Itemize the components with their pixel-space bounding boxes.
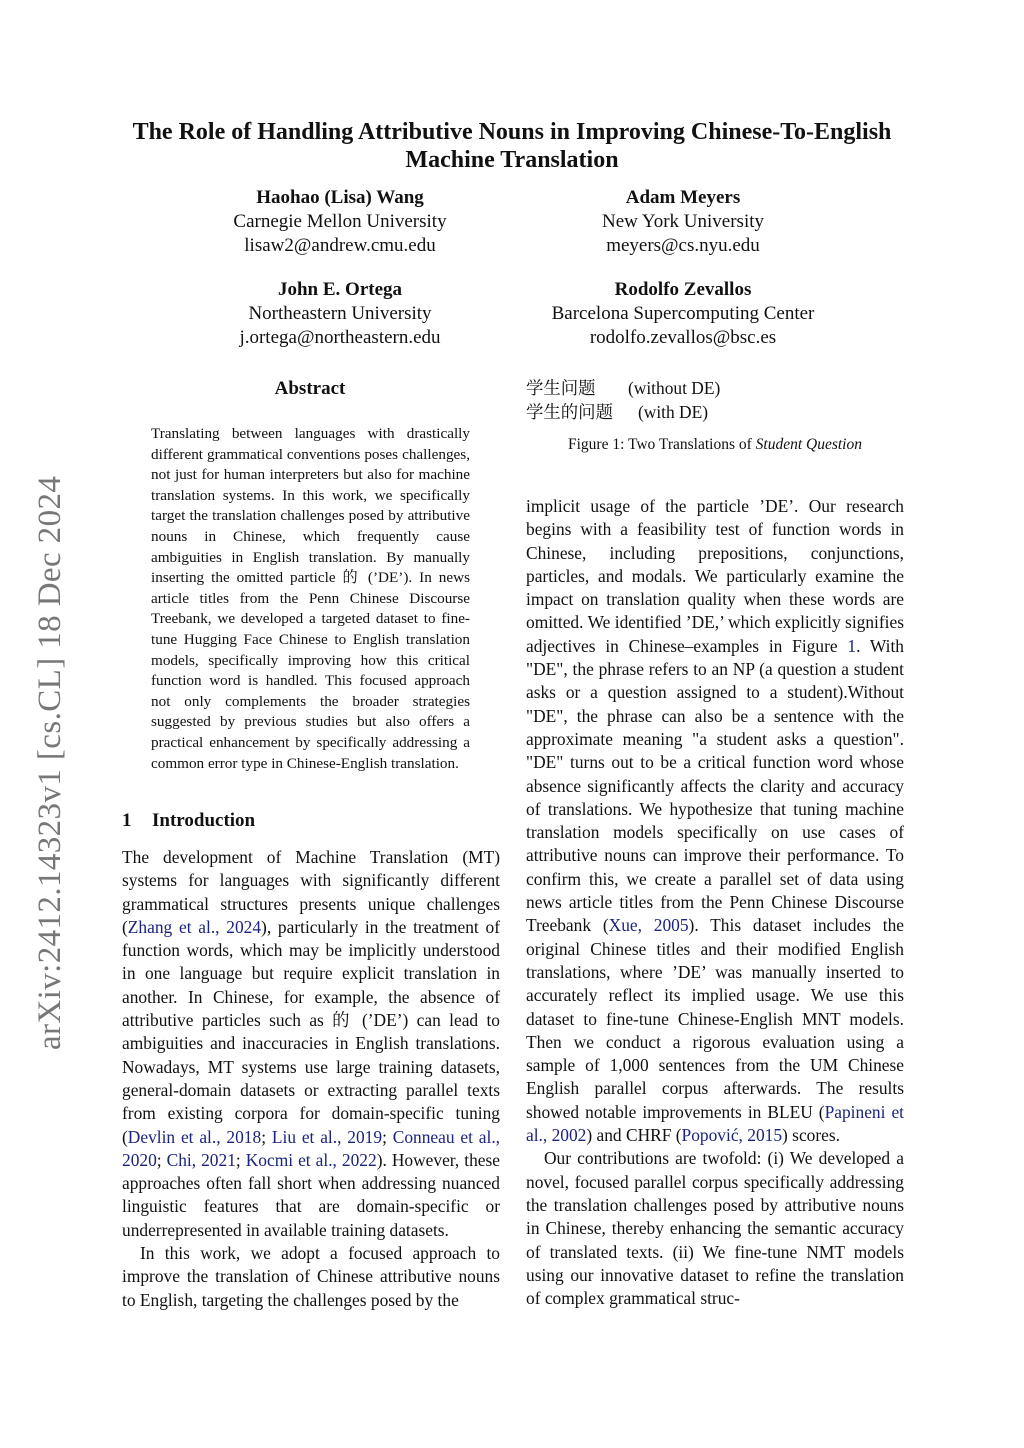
caption-italic: Student Question (755, 436, 862, 453)
phrase-gloss: (without DE) (628, 378, 721, 398)
figure-1 (526, 376, 906, 424)
citation-link[interactable]: Papineni et al., 2002 (526, 1101, 904, 1146)
text-run: ) and CHRF ( (586, 1125, 682, 1146)
right-column-body (526, 495, 904, 1310)
citation-link[interactable]: Zhang et al., 2024 (127, 916, 262, 937)
author-email[interactable]: rodolfo.zevallos@bsc.es (589, 327, 777, 348)
title-line-1: The Role of Handling Attributive Nouns in Improving Chinese-To-English (132, 119, 892, 145)
chinese-phrase: 学生的问题 (526, 402, 613, 422)
citation-link[interactable]: Chi, 2021 (166, 1149, 236, 1170)
author-block-4 (503, 278, 863, 350)
abstract-heading: Abstract (274, 378, 346, 399)
text-run: ). However, these approaches often fall short when addressing nuanced linguistic features that are domain-specific or underrepresented in available training datasets. (122, 1149, 500, 1240)
author-block-1 (160, 186, 520, 258)
author-affiliation: Barcelona Supercomputing Center (551, 303, 815, 324)
chinese-phrase: 学生问题 (526, 378, 596, 398)
citation-link[interactable]: Conneau et al., 2020 (122, 1126, 501, 1170)
author-name: Rodolfo Zevallos (614, 279, 752, 300)
author-affiliation: New York University (601, 211, 765, 232)
section-title: Introduction (152, 810, 256, 831)
figure-caption (526, 436, 904, 454)
author-name: Adam Meyers (625, 187, 741, 208)
text-run: implicit usage of the particle ’DE’. Our research begins with a feasibility test of function words in Chinese, including prepositions, conjunctions, particles, and modals. We particularly examine the impact on translation quality when these words are omitted. We identified ’DE,’ which explicitly signifies adjectives in Chinese–examples in Figure (526, 496, 904, 656)
author-email[interactable]: j.ortega@northeastern.edu (239, 327, 441, 348)
title-line-2: Machine Translation (405, 147, 619, 173)
text-run: The development of Machine Translation (MT) systems for languages with significantly different grammatical structures presents unique challenges ( (122, 847, 500, 937)
section-heading-introduction (122, 810, 255, 832)
author-name: Haohao (Lisa) Wang (256, 187, 424, 208)
right-paragraph-1 (526, 495, 904, 1147)
intro-paragraph-1: The development of Machine Translation (MT) systems for languages with significantly different grammatical structures presents unique challenges (Zhang et al., 2024), particularly in the treatment of function words, which may be implicitly understood in one language but require explicit translation in another. In Chinese, for example, the absence of attributive particles such as 的 (’DE’) can lead to ambiguities and inaccuracies in English translations. Nowadays, MT systems use large training datasets, general-domain datasets or extracting parallel texts from existing corpora for domain-specific tuning (Devlin et al., 2018; Liu et al., 2019; Conneau et al., 2020; Chi, 2021; Kocmi et al., 2022). However, these approaches often fall short when addressing nuanced linguistic features that are domain-specific or underrepresented in available training datasets. (122, 847, 501, 1240)
author-email[interactable]: meyers@cs.nyu.edu (606, 235, 760, 256)
phrase-gloss: (with DE) (638, 402, 709, 422)
author-block-3 (160, 278, 520, 350)
author-block-2 (503, 186, 863, 258)
text-run: ). This dataset includes the original Chinese titles and their modified English translations, where ’DE’ was manually inserted to accurately reflect its implied usage. We use this dataset to fine-tune Chinese-English MNT models. Then we conduct a rigorous evaluation using a sample of 1,000 sentences from the UM Chinese English parallel corpus afterwards. The results showed notable improvements in BLEU ( (526, 915, 904, 1122)
author-name: John E. Ortega (277, 279, 403, 300)
citation-link[interactable]: Xue, 2005 (608, 915, 689, 936)
left-column-body (122, 846, 500, 1312)
citation-link[interactable]: Devlin et al., 2018 (127, 1126, 262, 1147)
author-affiliation: Northeastern University (248, 303, 432, 324)
text-run: . With "DE", the phrase refers to an NP (a question a student asks or a question assigned to a student).Without "DE", the phrase can also be a sentence with the approximate meaning "a student asks a question". "DE" turns out to be a critical function word whose absence significantly affects the clarity and accuracy of translations. We hypothesize that tuning machine translation models specifically on use cases of attributive nouns can improve their performance. To confirm this, we create a parallel set of data using news article titles from the Penn Chinese Discourse Treebank ( (526, 635, 904, 936)
right-paragraph-2: Our contributions are twofold: (i) We developed a novel, focused parallel corpus specifically addressing the translation challenges posed by attributive nouns in Chinese, thereby enhancing the semantic accuracy of translated texts. (ii) We fine-tune NMT models using our innovative dataset to refine the translation of complex grammatical struc- (526, 1148, 904, 1309)
author-affiliation: Carnegie Mellon University (233, 211, 447, 232)
text-run: ), particularly in the treatment of function words, which may be implicitly understood in one language but require explicit translation in another. In Chinese, for example, the absence of attributive particles such as 的 (’DE’) can lead to ambiguities and inaccuracies in English translations. Nowadays, MT systems use large training datasets, general-domain datasets or extracting parallel texts from existing corpora for domain-specific tuning ( (122, 916, 500, 1147)
citation-link[interactable]: Liu et al., 2019 (271, 1126, 383, 1147)
figure-reference-link[interactable]: 1 (847, 635, 857, 656)
figure-row (526, 376, 906, 400)
author-email[interactable]: lisaw2@andrew.cmu.edu (244, 235, 436, 256)
paper-title (100, 118, 924, 174)
citation-link[interactable]: Kocmi et al., 2022 (245, 1149, 377, 1170)
citation-link[interactable]: Popović, 2015 (681, 1125, 783, 1146)
section-number: 1 (122, 810, 132, 831)
arxiv-sidebar: arXiv:2412.14323v1 [cs.CL] 18 Dec 2024 (32, 475, 68, 1050)
figure-row (526, 400, 906, 424)
abstract-text: Translating between languages with drastically different grammatical conventions poses challenges, not just for human interpreters but also for machine translation systems. In this work, we specifically target the translation challenges posed by attributive nouns in Chinese, which frequently cause ambiguities in English translation. By manually inserting the omitted particle 的 (’DE’). In news article titles from the Penn Chinese Discourse Treebank, we developed a targeted dataset to fine-tune Hugging Face Chinese to English translation models, specifically improving how this critical function word is handled. This focused approach not only complements the broader strategies suggested by previous studies but also offers a practical enhancement by specifically addressing a common error type in Chinese-English translation. (151, 425, 470, 772)
intro-paragraph-2: In this work, we adopt a focused approach to improve the translation of Chinese attributive nouns to English, targeting the challenges posed by the (122, 1243, 500, 1310)
caption-text: Figure 1: Two Translations of (567, 436, 756, 453)
text-run: ) scores. (782, 1125, 840, 1146)
